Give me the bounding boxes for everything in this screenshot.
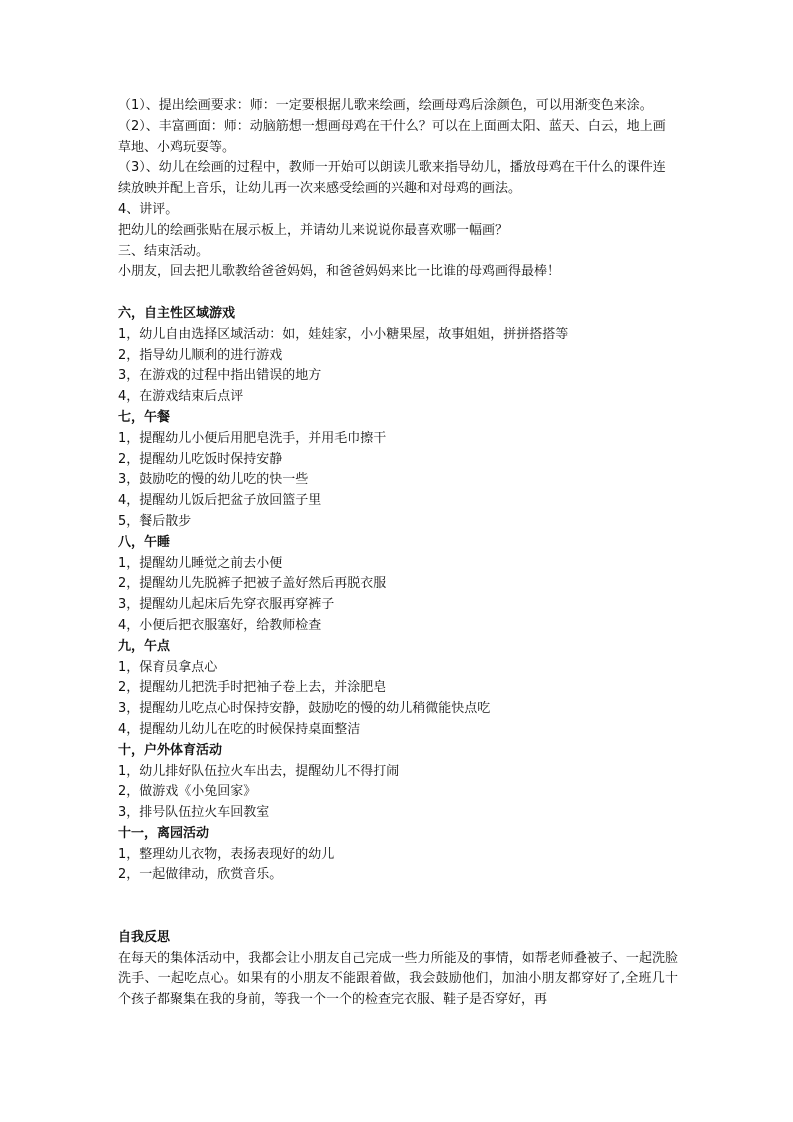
section-item: 1，保育员拿点心 [118,659,218,675]
section-heading: 十，户外体育活动 [118,742,223,758]
lesson-step: 小朋友，回去把儿歌教给爸爸妈妈，和爸爸妈妈来比一比谁的母鸡画得最棒！ [118,264,561,280]
section-item: 1，提醒幼儿睡觉之前去小便 [118,555,283,571]
section-item: 4，提醒幼儿幼儿在吃的时候保持桌面整洁 [118,721,361,737]
section-item: 2，做游戏《小兔回家》 [118,784,257,800]
blank-line [118,886,678,928]
lesson-step: （1）、提出绘画要求：师：一定要根据儿歌来绘画，绘画母鸡后涂颜色，可以用渐变色来涂。 [118,98,653,113]
section-item: 4，小便后把衣服塞好，给教师检查 [118,617,322,633]
section-item: 3，排号队伍拉火车回教室 [118,805,270,821]
lesson-step: （2）、丰富画面：师：动脑筋想一想画母鸡在干什么？可以在上面画太阳、蓝天、白云，地上画草地、小鸡玩耍等。 [118,118,666,155]
section-item: 2，提醒幼儿把洗手时把袖子卷上去，并涂肥皂 [118,680,387,696]
section-item: 2，提醒幼儿吃饭时保持安静 [118,451,283,467]
blank-line [118,283,678,304]
section-item: 3，提醒幼儿吃点心时保持安静，鼓励吃的慢的幼儿稍微能快点吃 [118,701,491,717]
section-item: 3，提醒幼儿起床后先穿衣服再穿裤子 [118,597,335,613]
section-item: 1，整理幼儿衣物，表扬表现好的幼儿 [118,846,335,862]
section-item: 2，指导幼儿顺利的进行游戏 [118,347,283,363]
section-heading: 六，自主性区域游戏 [118,305,236,321]
lesson-step: 三、结束活动。 [118,243,210,259]
section-heading: 七，午餐 [118,409,171,425]
section-item: 2，一起做律动，欣赏音乐。 [118,867,283,883]
section-item: 4，在游戏结束后点评 [118,389,244,405]
lesson-step: 把幼儿的绘画张贴在展示板上，并请幼儿来说说你最喜欢哪一幅画？ [118,222,509,238]
section-item: 5，餐后散步 [118,513,192,529]
section-item: 1，提醒幼儿小便后用肥皂洗手，并用毛巾擦干 [118,430,387,446]
reflection-body: 在每天的集体活动中，我都会让小朋友自己完成一些力所能及的事情，如帮老师叠被子、一起洗脸洗手、一起吃点心。如果有的小朋友不能跟着做，我会鼓励他们，加油小朋友都穿好了,全班几十个孩子都聚集在我的身前，等我一个一个的检查完衣服、鞋子是否穿好，再 [118,950,678,1008]
section-item: 3，在游戏的过程中指出错误的地方 [118,368,322,384]
section-item: 1，幼儿排好队伍拉火车出去，提醒幼儿不得打闹 [118,763,400,779]
section-heading: 九，午点 [118,638,171,654]
section-item: 3，鼓励吃的慢的幼儿吃的快一些 [118,472,309,488]
section-item: 1，幼儿自由选择区域活动：如，娃娃家，小小糖果屋，故事姐姐，拼拼搭搭等 [118,326,569,342]
lesson-step: （3）、幼儿在绘画的过程中，教师一开始可以朗读儿歌来指导幼儿，播放母鸡在干什么的课件连续放映并配上音乐，让幼儿再一次来感受绘画的兴趣和对母鸡的画法。 [118,160,666,197]
section-item: 2，提醒幼儿先脱裤子把被子盖好然后再脱衣服 [118,576,387,592]
section-heading: 十一，离园活动 [118,825,210,841]
section-item: 4，提醒幼儿饭后把盆子放回篮子里 [118,493,322,509]
lesson-step: 4、讲评。 [118,201,179,217]
section-heading: 八，午睡 [118,534,171,550]
document-page [118,96,678,1011]
reflection-title: 自我反思 [118,929,171,945]
